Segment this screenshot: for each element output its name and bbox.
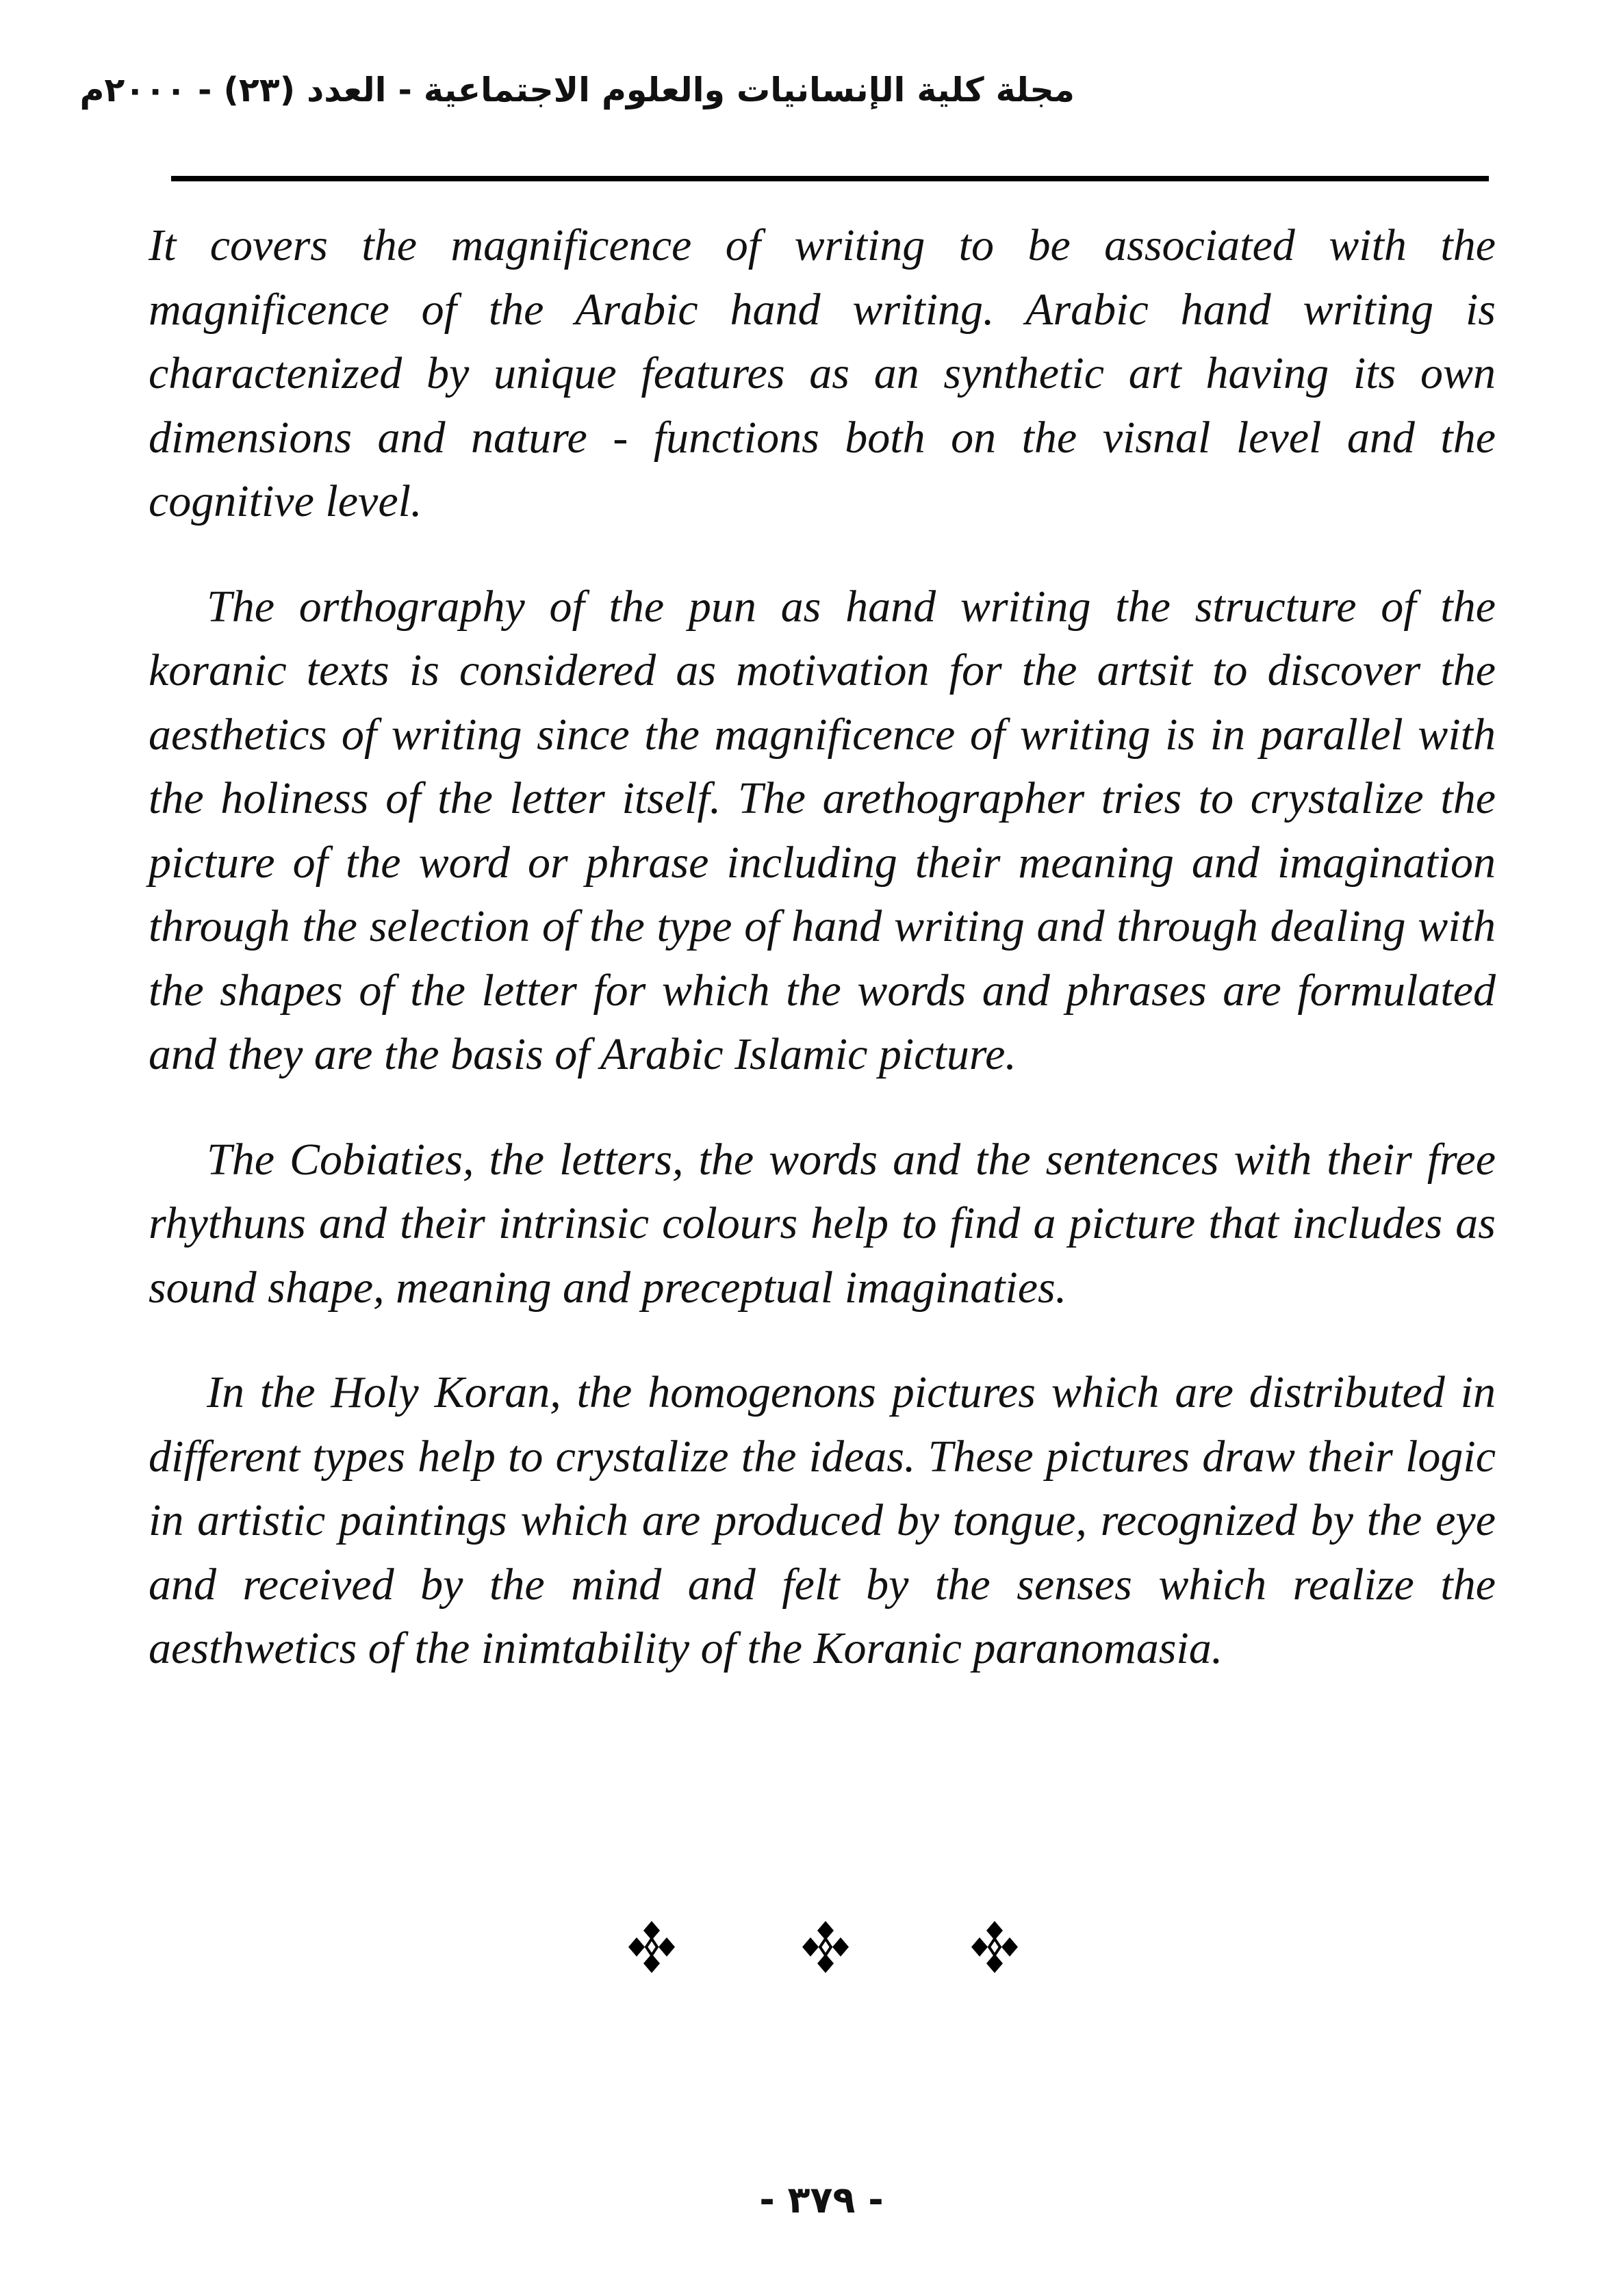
- page-number: - ٣٧٩ -: [759, 2178, 884, 2221]
- four-diamond-ornament-icon: [627, 1920, 676, 1974]
- paragraph-2: The orthography of the pun as hand writing the structure of the koranic texts is considered as motivation for the artsit to discover the aesthetics of writing since the magnificence of writing is in parallel with the holiness of the letter itself. The arethographer tries to crystalize the picture of the word or phrase including their meaning and imagination through the selection of the type of hand writing and through dealing with the shapes of the letter for which the words and phrases are formulated and they are the basis of Arabic Islamic picture.: [149, 581, 1496, 1079]
- section-end-ornaments: [0, 1920, 1610, 1981]
- abstract-body: [149, 214, 1496, 1722]
- paragraph-3: The Cobiaties, the letters, the words and the sentences with their free rhythuns and their intrinsic colours help to find a picture that includes as sound shape, meaning and preceptual imaginaties.: [149, 1134, 1496, 1313]
- header-divider: [171, 176, 1489, 181]
- paragraph-4: In the Holy Koran, the homogenons pictures which are distributed in different types help to crystalize the ideas. These pictures draw their logic in artistic paintings which are produced by tongue, recognized by the eye and received by the mind and felt by the senses which realize the aesthwetics of the inimtability of the Koranic paranomasia.: [149, 1367, 1496, 1673]
- paragraph-1: It covers the magnificence of writing to be associated with the magnificence of the Arabic hand writing. Arabic hand writing is charactenized by unique features as an synthetic art having its own dimensions and nature - functions both on the visnal level and the cognitive level.: [149, 220, 1496, 526]
- four-diamond-ornament-icon: [801, 1920, 850, 1974]
- journal-header: مجلة كلية الإنسانيات والعلوم الاجتماعية - العدد (٢٣) - ٢٠٠٠م: [79, 70, 1075, 109]
- four-diamond-ornament-icon: [970, 1920, 1019, 1974]
